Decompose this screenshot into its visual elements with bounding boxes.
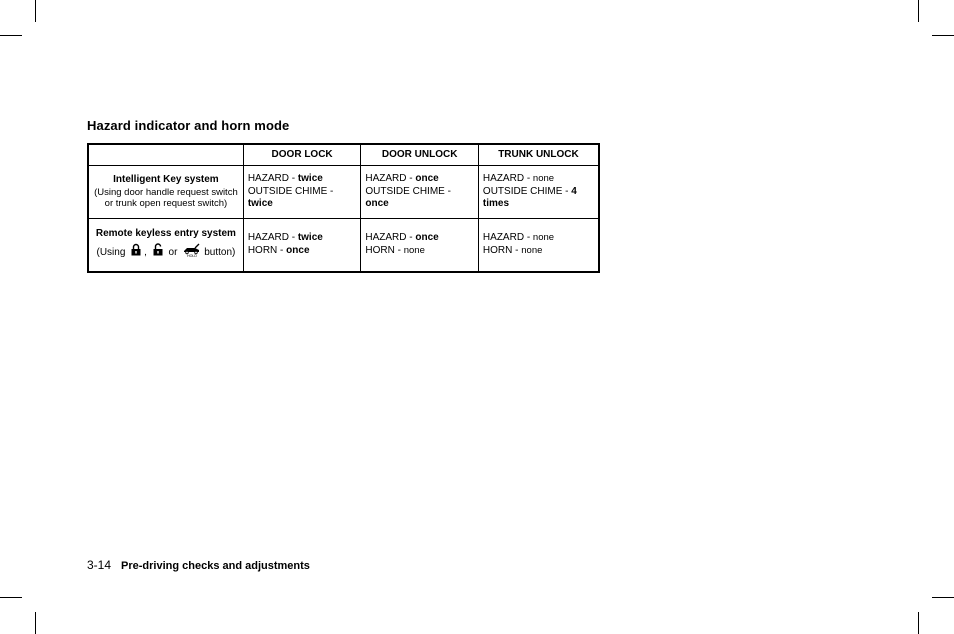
- section-title: Hazard indicator and horn mode: [87, 118, 290, 133]
- crop-mark: [918, 612, 919, 634]
- crop-mark: [35, 612, 36, 634]
- footer-section-title: Pre-driving checks and adjustments: [121, 560, 310, 572]
- crop-mark: [918, 0, 919, 22]
- row-subtitle: (Using door handle request switch or trunk open request switch): [94, 186, 238, 210]
- crop-mark: [0, 35, 22, 36]
- row-title: Intelligent Key system: [113, 174, 219, 186]
- header-blank: [88, 144, 243, 166]
- crop-mark: [932, 35, 954, 36]
- row-title: Remote keyless entry system: [95, 228, 236, 240]
- crop-mark: [35, 0, 36, 22]
- header-door-unlock: DOOR UNLOCK: [361, 144, 479, 166]
- unlock-icon: [153, 243, 163, 261]
- header-trunk-unlock: TRUNK UNLOCK: [478, 144, 599, 166]
- button-usage-note: (Using , or HOLD button): [93, 243, 239, 262]
- table-row: [88, 219, 599, 272]
- page-number: 3-14: [87, 558, 112, 572]
- row-header-intelligent-key: [88, 166, 243, 219]
- cell-trunk-unlock: HAZARD - none HORN - none: [478, 219, 599, 272]
- row-header-remote-keyless: [88, 219, 243, 272]
- table-header-row: [88, 144, 599, 166]
- table-row: [88, 166, 599, 219]
- cell-door-lock: HAZARD - twice OUTSIDE CHIME - twice: [243, 166, 361, 219]
- crop-mark: [0, 597, 22, 598]
- trunk-open-icon: [183, 243, 201, 262]
- header-door-lock: DOOR LOCK: [243, 144, 361, 166]
- lock-icon: [131, 243, 141, 261]
- cell-trunk-unlock: HAZARD - none OUTSIDE CHIME - 4 times: [478, 166, 599, 219]
- page-footer: [87, 558, 310, 572]
- crop-mark: [932, 597, 954, 598]
- cell-door-lock: HAZARD - twice HORN - once: [243, 219, 361, 272]
- cell-door-unlock: HAZARD - once HORN - none: [361, 219, 479, 272]
- hold-label: HOLD: [187, 253, 198, 257]
- cell-door-unlock: HAZARD - once OUTSIDE CHIME - once: [361, 166, 479, 219]
- hazard-horn-table: [87, 143, 600, 273]
